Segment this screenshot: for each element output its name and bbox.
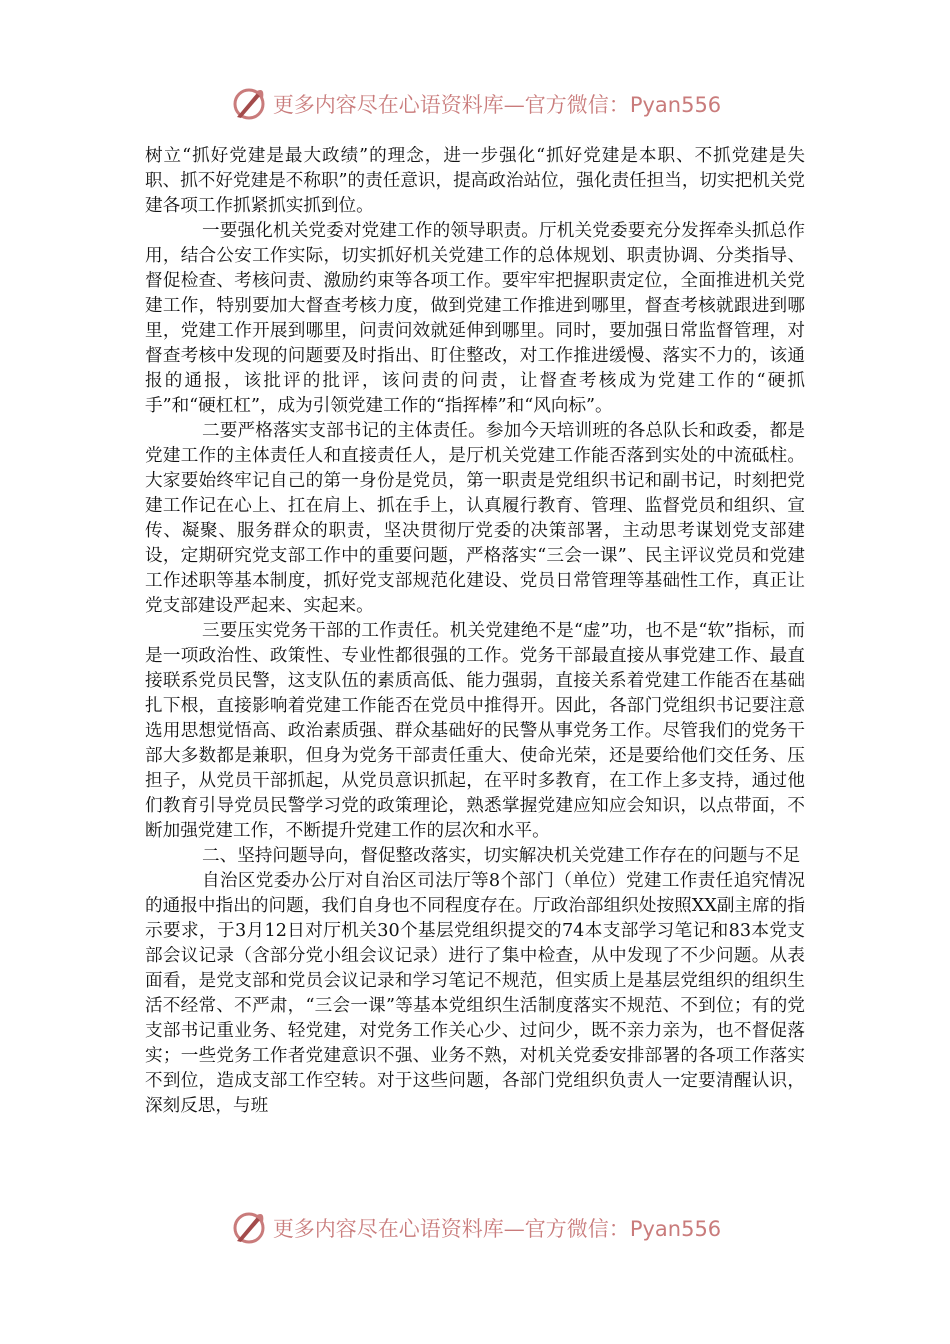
watermark-banner-top	[0, 82, 950, 126]
watermark-text: 更多内容尽在心语资料库—官方微信：Pyan556	[272, 1217, 722, 1241]
watermark-text: 更多内容尽在心语资料库—官方微信：Pyan556	[272, 93, 722, 117]
watermark-banner-bottom	[0, 1206, 950, 1250]
wechat-id: Pyan556	[629, 93, 722, 117]
section-heading: 二、坚持问题导向，督促整改落实，切实解决机关党建工作存在的问题与不足	[202, 846, 801, 866]
quill-logo-icon	[229, 84, 269, 124]
paragraph-3: 二要严格落实支部书记的主体责任。参加今天培训班的各总队长和政委，都是党建工作的主体责任人和直接责任人，是厅机关党建工作能否落到实处的中流砥柱。大家要始终牢记自己的第一身份是党员，第一职责是党组织书记和副书记，时刻把党建工作记在心上、扛在肩上、抓在手上，认真履行教育、管理、监督党员和组织、宣传、凝聚、服务群众的职责，坚决贯彻厅党委的决策部署，主动思考谋划党支部建设，定期研究党支部工作中的重要问题，严格落实“三会一课”、民主评议党员和党建工作述职等基本制度，抓好党支部规范化建设、党员日常管理等基础性工作，真正让党支部建设严起来、实起来。	[145, 421, 805, 616]
wechat-id: Pyan556	[629, 1217, 722, 1241]
paragraph-2: 一要强化机关党委对党建工作的领导职责。厅机关党委要充分发挥牵头抓总作用，结合公安工作实际，切实抓好机关党建工作的总体规划、职责协调、分类指导、督促检查、考核问责、激励约束等各项工作。要牢牢把握职责定位，全面推进机关党建工作，特别要加大督查考核力度，做到党建工作推进到哪里，督查考核就跟进到哪里，党建工作开展到哪里，问责问效就延伸到哪里。同时，要加强日常监督管理，对督查考核中发现的问题要及时指出、盯住整改，对工作推进缓慢、落实不力的，该通报的通报，该批评的批评，该问责的问责，让督查考核成为党建工作的“硬抓手”和“硬杠杠”，成为引领党建工作的“指挥棒”和“风向标”。	[145, 221, 805, 416]
paragraph-1: 树立“抓好党建是最大政绩”的理念，进一步强化“抓好党建是本职、不抓党建是失职、抓不好党建是不称职”的责任意识，提高政治站位，强化责任担当，切实把机关党建各项工作抓紧抓实抓到位。	[145, 146, 805, 216]
paragraph-4: 三要压实党务干部的工作责任。机关党建绝不是“虚”功，也不是“软”指标，而是一项政治性、政策性、专业性都很强的工作。党务干部最直接从事党建工作、最直接联系党员民警，这支队伍的素质高低、能力强弱，直接关系着党建工作能否在基础扎下根，直接影响着党建工作能否在党员中推得开。因此，各部门党组织书记要注意选用思想觉悟高、政治素质强、群众基础好的民警从事党务工作。尽管我们的党务干部大多数都是兼职，但身为党务干部责任重大、使命光荣，还是要给他们交任务、压担子，从党员干部抓起，从党员意识抓起，在平时多教育，在工作上多支持，通过他们教育引导党员民警学习党的政策理论，熟悉掌握党建应知应会知识，以点带面，不断加强党建工作，不断提升党建工作的层次和水平。	[145, 621, 805, 841]
document-body	[145, 144, 805, 1119]
quill-logo-icon	[229, 1208, 269, 1248]
paragraph-5: 自治区党委办公厅对自治区司法厅等8个部门（单位）党建工作责任追究情况的通报中指出的问题，我们自身也不同程度存在。厅政治部组织处按照XX副主席的指示要求，于3月12日对厅机关30个基层党组织提交的74本支部学习笔记和83本党支部会议记录（含部分党小组会议记录）进行了集中检查，从中发现了不少问题。从表面看，是党支部和党员会议记录和学习笔记不规范，但实质上是基层党组织的组织生活不经常、不严肃，“三会一课”等基本党组织生活制度落实不规范、不到位；有的党支部书记重业务、轻党建，对党务工作关心少、过问少，既不亲力亲为，也不督促落实；一些党务工作者党建意识不强、业务不熟，对机关党委安排部署的各项工作落实不到位，造成支部工作空转。对于这些问题，各部门党组织负责人一定要清醒认识，深刻反思，与班	[145, 871, 805, 1116]
